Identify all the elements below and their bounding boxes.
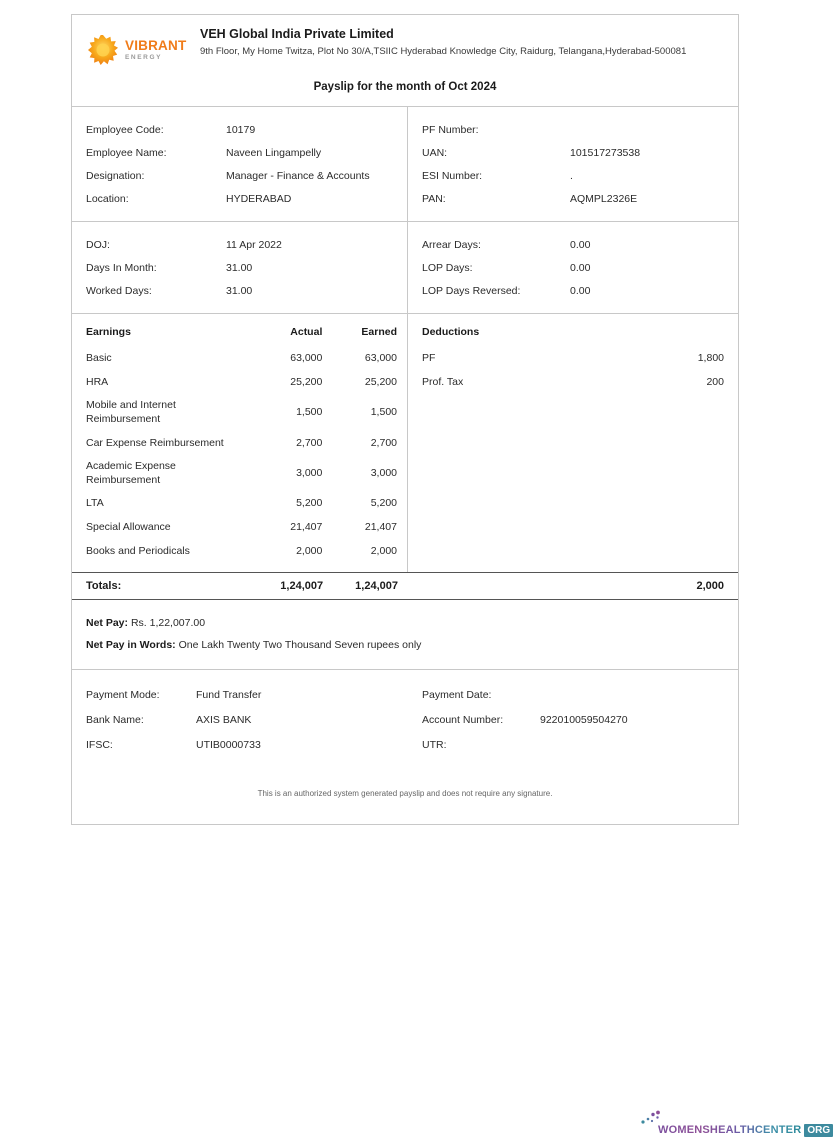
net-pay-words-label: Net Pay in Words: — [86, 639, 176, 652]
employee-details-right — [408, 107, 738, 221]
earnings-col-earned: Earned — [361, 326, 397, 338]
table-row — [86, 347, 397, 371]
net-pay-section — [72, 600, 738, 670]
field-label: Designation: — [86, 169, 145, 182]
earning-earned: 1,500 — [370, 406, 397, 419]
net-pay-amount-line — [86, 612, 724, 634]
info-row — [422, 141, 738, 164]
watermark-badge: ORG — [804, 1124, 833, 1137]
field-value: 10179 — [226, 123, 256, 136]
net-pay-words-value: One Lakh Twenty Two Thousand Seven rupees only — [178, 639, 422, 652]
deductions-col-name: Deductions — [422, 326, 480, 338]
payment-row — [86, 732, 408, 757]
earning-earned: 2,000 — [370, 544, 397, 557]
earning-name: LTA — [86, 497, 104, 510]
dots-decoration-icon — [640, 1110, 680, 1126]
earning-actual: 2,000 — [296, 544, 323, 557]
earnings-col-actual: Actual — [290, 326, 323, 338]
payment-row — [422, 707, 738, 732]
earning-name: Special Allowance — [86, 521, 171, 534]
sunburst-icon — [86, 33, 120, 67]
totals-row — [72, 573, 738, 600]
payment-right — [408, 682, 738, 757]
earning-name: Mobile and Internet Reimbursement — [86, 399, 176, 425]
deductions-table-wrap — [408, 314, 738, 572]
deduction-amount: 1,800 — [697, 352, 724, 364]
payslip-document — [71, 14, 739, 825]
earning-actual: 5,200 — [296, 497, 323, 510]
field-value: 0.00 — [570, 284, 591, 297]
company-address: 9th Floor, My Home Twitza, Plot No 30/A,TSIIC Hyderabad Knowledge City, Raidurg, Telangana,Hyderabad-500081 — [200, 46, 687, 57]
payment-row — [86, 707, 408, 732]
table-row — [86, 371, 397, 395]
earning-actual: 63,000 — [290, 352, 323, 364]
table-row — [86, 432, 397, 456]
field-label: Bank Name: — [86, 713, 144, 726]
table-row — [86, 540, 397, 564]
totals-label: Totals: — [86, 580, 122, 593]
field-label: LOP Days Reversed: — [422, 284, 521, 297]
earning-actual: 2,700 — [296, 436, 323, 449]
field-value: 922010059504270 — [540, 713, 628, 726]
field-value — [540, 689, 738, 701]
payment-row — [86, 682, 408, 707]
net-pay-label: Net Pay: — [86, 617, 129, 630]
info-row — [86, 256, 407, 279]
logo-subtitle: ENERGY — [125, 53, 163, 61]
field-label: Employee Name: — [86, 146, 167, 159]
earnings-header-row — [86, 323, 397, 347]
earning-earned: 21,407 — [364, 521, 397, 534]
info-row — [422, 164, 738, 187]
attendance-section — [72, 222, 738, 314]
net-pay-value: Rs. 1,22,007.00 — [130, 617, 206, 630]
field-label: Account Number: — [422, 713, 504, 726]
logo-name: VIBRANT — [125, 38, 187, 53]
table-row — [422, 347, 724, 371]
field-label: Payment Mode: — [86, 688, 160, 701]
net-pay-words-line — [86, 634, 724, 656]
field-value: 11 Apr 2022 — [226, 238, 282, 251]
earnings-table-wrap — [72, 314, 408, 572]
field-label: Location: — [86, 192, 129, 205]
info-row — [86, 118, 407, 141]
table-row — [86, 516, 397, 540]
site-watermark — [636, 1108, 831, 1138]
info-row — [86, 141, 407, 164]
table-row — [422, 371, 724, 395]
earning-actual: 3,000 — [296, 467, 323, 480]
info-row — [86, 233, 407, 256]
totals-actual: 1,24,007 — [280, 580, 324, 593]
field-label: IFSC: — [86, 738, 113, 751]
field-label: ESI Number: — [422, 169, 483, 182]
company-logo — [86, 27, 194, 67]
info-row — [422, 233, 738, 256]
earning-earned: 63,000 — [364, 352, 397, 364]
info-row — [86, 187, 407, 210]
earning-actual: 21,407 — [290, 521, 323, 534]
field-value: 101517273538 — [570, 146, 641, 159]
table-row — [86, 492, 397, 516]
earning-earned: 2,700 — [370, 436, 397, 449]
earning-name: Books and Periodicals — [86, 544, 190, 557]
field-label: Employee Code: — [86, 123, 164, 136]
field-value: 0.00 — [570, 261, 591, 274]
field-label: PAN: — [422, 192, 446, 205]
deduction-name: PF — [422, 352, 436, 364]
info-row — [86, 164, 407, 187]
earning-name: HRA — [86, 375, 109, 388]
attendance-left — [72, 222, 408, 313]
field-label: Worked Days: — [86, 284, 152, 297]
earning-actual: 1,500 — [296, 406, 323, 419]
deductions-col-amount — [603, 323, 724, 347]
earning-earned: 5,200 — [370, 497, 397, 510]
deduction-name: Prof. Tax — [422, 375, 464, 388]
deductions-header-row — [422, 323, 724, 347]
field-value: Manager - Finance & Accounts — [226, 169, 370, 182]
employee-details-left — [72, 107, 408, 221]
payment-details-section — [72, 670, 738, 767]
field-value — [540, 739, 738, 751]
earnings-col-name: Earnings — [86, 326, 131, 338]
earnings-table — [86, 323, 397, 563]
field-label: UTR: — [422, 738, 447, 751]
field-label: PF Number: — [422, 123, 479, 136]
info-row — [422, 279, 738, 302]
attendance-right — [408, 222, 738, 313]
employee-details-section — [72, 107, 738, 222]
field-label: Arrear Days: — [422, 238, 481, 251]
field-value: 0.00 — [570, 238, 591, 251]
field-label: UAN: — [422, 146, 448, 159]
deductions-table — [422, 323, 724, 394]
page-title: Payslip for the month of Oct 2024 — [72, 75, 738, 107]
field-value: AQMPL2326E — [570, 192, 638, 205]
earning-earned: 3,000 — [370, 467, 397, 480]
field-value — [570, 124, 738, 136]
table-row — [86, 394, 397, 431]
field-label: DOJ: — [86, 238, 110, 251]
info-row — [422, 187, 738, 210]
totals-left — [72, 580, 408, 592]
earning-name: Academic Expense Reimbursement — [86, 460, 176, 486]
company-info — [194, 27, 724, 59]
info-row — [422, 118, 738, 141]
earning-earned: 25,200 — [364, 375, 397, 388]
earning-actual: 25,200 — [290, 375, 323, 388]
watermark-text: WOMENSHEALTHCENTER — [658, 1124, 802, 1136]
table-row — [86, 455, 397, 492]
field-value: Naveen Lingampelly — [226, 146, 322, 159]
info-row — [422, 256, 738, 279]
payment-left — [72, 682, 408, 757]
field-value: 31.00 — [226, 261, 253, 274]
deduction-amount: 200 — [706, 375, 724, 388]
field-value: 31.00 — [226, 284, 253, 297]
totals-earned: 1,24,007 — [355, 580, 398, 593]
field-value: . — [570, 169, 573, 182]
disclaimer-text: This is an authorized system generated payslip and does not require any signature. — [257, 789, 553, 799]
field-label: Days In Month: — [86, 261, 157, 274]
payment-row — [422, 732, 738, 757]
earning-name: Car Expense Reimbursement — [86, 436, 224, 449]
field-value: AXIS BANK — [196, 713, 252, 726]
field-label: LOP Days: — [422, 261, 473, 274]
field-value: Fund Transfer — [196, 688, 262, 701]
info-row — [86, 279, 407, 302]
payment-row — [422, 682, 738, 707]
earnings-deductions-section — [72, 314, 738, 573]
field-value: HYDERABAD — [226, 192, 292, 205]
earning-name: Basic — [86, 352, 112, 364]
company-name: VEH Global India Private Limited — [200, 27, 394, 41]
logo-wordmark — [125, 39, 186, 61]
totals-deductions: 2,000 — [696, 580, 724, 593]
field-value: UTIB0000733 — [196, 738, 261, 751]
document-header — [72, 15, 738, 75]
field-label: Payment Date: — [422, 688, 492, 701]
